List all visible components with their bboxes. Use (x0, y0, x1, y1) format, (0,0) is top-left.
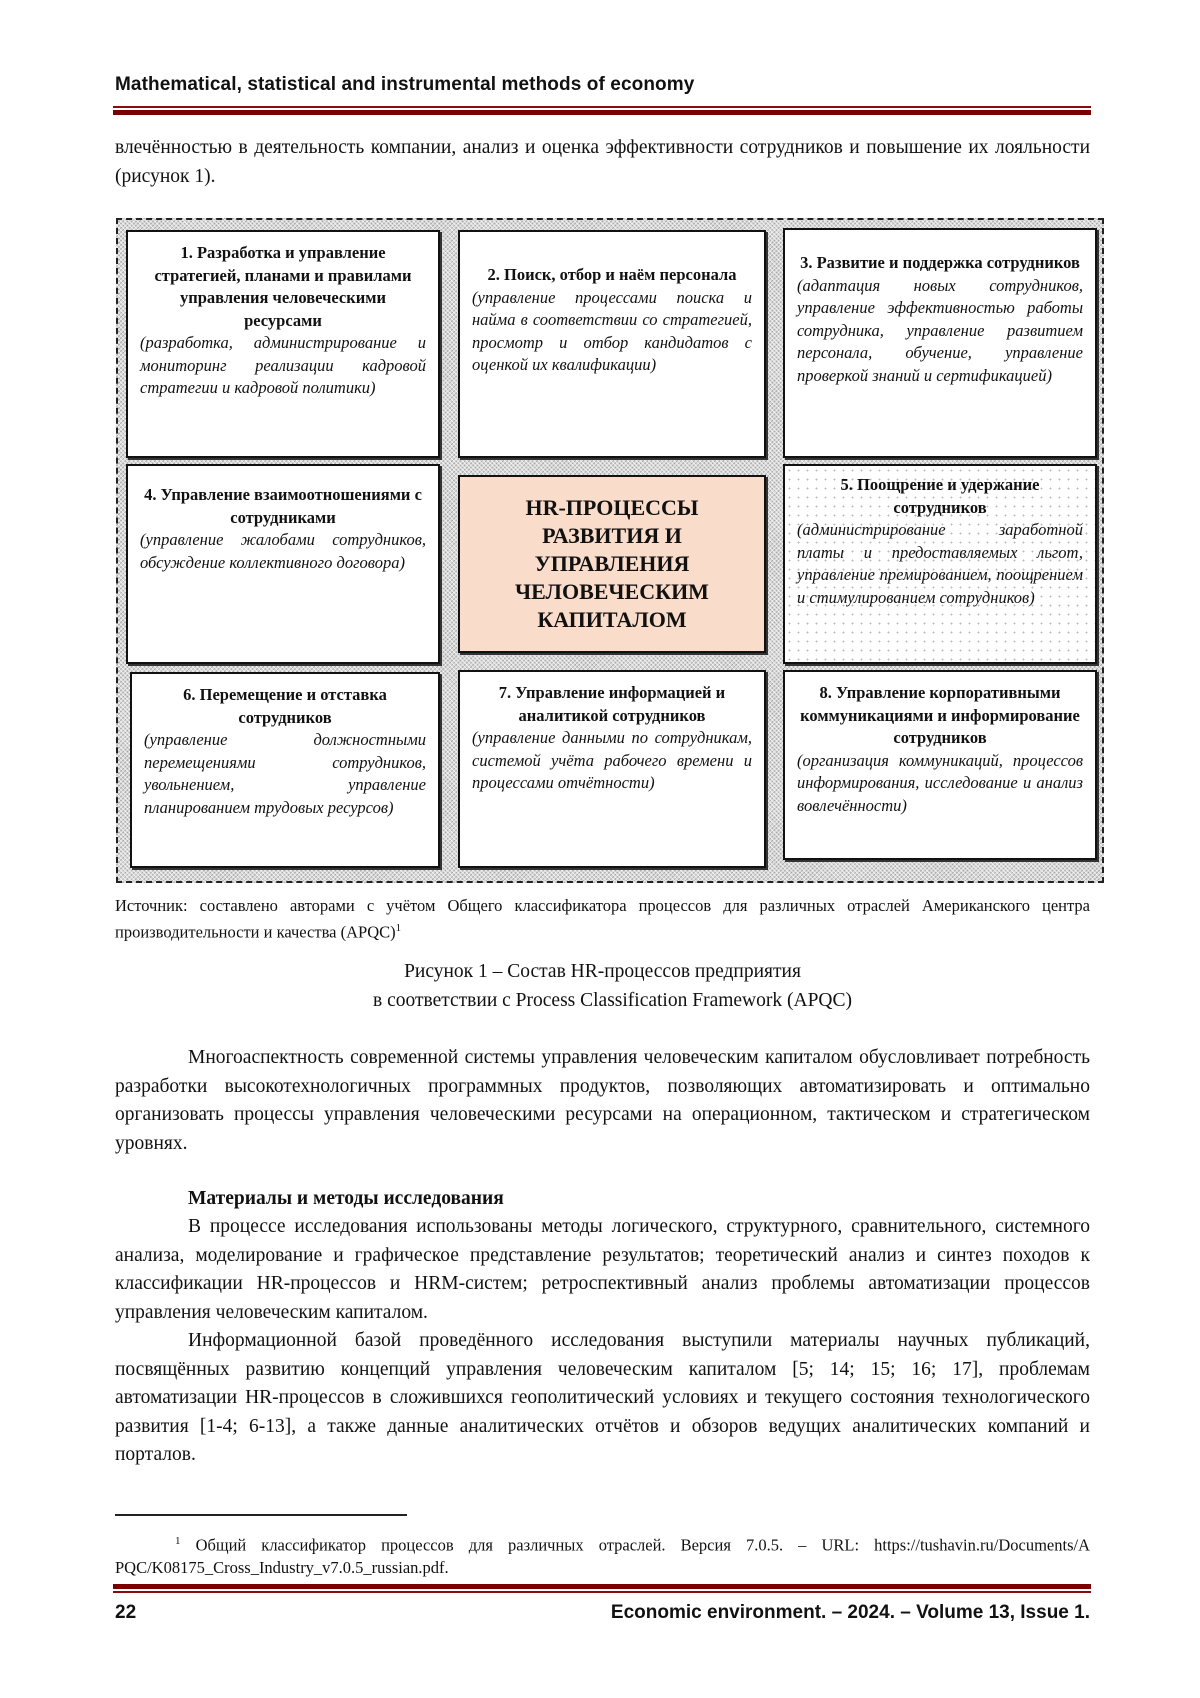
intro-text: влечённостью в деятельность компании, анализ и оценка эффективности сотрудников и повышение их лояльности (рисунок 1). (115, 134, 1090, 191)
box-desc: (организация коммуникаций, процессов информирования, исследование и анализ вовлечённости) (797, 750, 1083, 818)
journal-info: Economic environment. – 2024. – Volume 13, Issue 1. (611, 1602, 1090, 1624)
paragraph: Информационной базой проведённого исследования выступили материалы научных публикаций, посвящённых развитию концепций управления человеческим капиталом [5; 14; 15; 16; 17], проблемам автоматизации HR-процессов в сложившихся геополитический условиях и текущего состояния технологического развития [1-4; 6-13], а также данные аналитических отчётов и обзоров ведущих аналитических компаний и порталов. (115, 1327, 1090, 1470)
caption-line-1: Рисунок 1 – Состав HR-процессов предприятия (115, 958, 1090, 987)
process-box-1 (126, 230, 440, 458)
box-title: 2. Поиск, отбор и наём персонала (472, 264, 752, 287)
box-title: 1. Разработка и управление стратегией, планами и правилами управления человеческими ресурсами (140, 242, 426, 332)
box-title: 3. Развитие и поддержка сотрудников (797, 252, 1083, 275)
box-desc: (управление процессами поиска и найма в соответствии со стратегией, просмотр и отбор кандидатов с оценкой их квалификации) (472, 287, 752, 377)
box-desc: (управление данными по сотрудникам, системой учёта рабочего времени и процессами отчётности) (472, 727, 752, 795)
box-title: 5. Поощрение и удержание сотрудников (797, 474, 1083, 519)
box-title: 6. Перемещение и отставка сотрудников (144, 684, 426, 729)
center-title: HR-ПРОЦЕССЫ РАЗВИТИЯ И УПРАВЛЕНИЯ ЧЕЛОВЕЧЕСКИМ КАПИТАЛОМ (472, 494, 752, 634)
process-box-7 (458, 670, 766, 868)
footnote-mark: 1 (396, 922, 402, 934)
box-desc: (администрирование заработной платы и предоставляемых льгот, управление премированием, поощрением и стимулированием сотрудников) (797, 519, 1083, 609)
caption-line-2: в соответствии с Process Classification Framework (APQC) (115, 987, 1090, 1016)
process-box-4 (126, 464, 440, 664)
box-title: 8. Управление корпоративными коммуникациями и информирование сотрудников (797, 682, 1083, 750)
box-desc: (адаптация новых сотрудников, управление эффективностью работы сотрудника, управление развитием персонала, обучение, управление проверкой знаний и сертификацией) (797, 275, 1083, 388)
box-desc: (разработка, администрирование и мониторинг реализации кадровой стратегии и кадровой политики) (140, 332, 426, 400)
process-box-6 (130, 672, 440, 868)
figure-caption (115, 958, 1090, 1015)
footnote-text: Общий классификатор процессов для различных отраслей. Версия 7.0.5. – URL: https://tushavin.ru/Documents/A PQC/K08175_Cross_Industry_v7.0.5_russian.pdf. (115, 1536, 1090, 1578)
center-box (458, 475, 766, 653)
footnote-number: 1 (175, 1535, 181, 1547)
figure-source (115, 895, 1090, 944)
process-box-3 (783, 228, 1097, 458)
box-title: 7. Управление информацией и аналитикой сотрудников (472, 682, 752, 727)
box-desc: (управление жалобами сотрудников, обсуждение коллективного договора) (140, 529, 426, 574)
paragraph: Многоаспектность современной системы управления человеческим капиталом обусловливает потребность разработки высокотехнологичных программных продуктов, позволяющих автоматизировать и оптимально организовать процессы управления человеческими ресурсами на операционном, тактическом и стратегическом уровнях. (115, 1044, 1090, 1158)
hr-processes-diagram (116, 218, 1104, 883)
page-number: 22 (115, 1602, 136, 1624)
box-title: 4. Управление взаимоотношениями с сотрудниками (140, 484, 426, 529)
process-box-5 (783, 464, 1097, 664)
source-text: Источник: составлено авторами с учётом Общего классификатора процессов для различных отраслей Американского центра производительности и качества (APQC) (115, 896, 1090, 942)
process-box-2 (458, 230, 766, 458)
section-heading: Материалы и методы исследования (115, 1185, 1090, 1214)
footer-rule (113, 1584, 1091, 1593)
footnote-divider (115, 1514, 407, 1516)
box-desc: (управление должностными перемещениями сотрудников, увольнением, управление планированием трудовых ресурсов) (144, 729, 426, 819)
header-rule (113, 106, 1091, 115)
process-box-8 (783, 670, 1097, 860)
footnote (115, 1530, 1090, 1580)
running-header: Mathematical, statistical and instrumental methods of economy (115, 74, 694, 96)
paragraph: В процессе исследования использованы методы логического, структурного, сравнительного, системного анализа, моделирование и графическое представление результатов; теоретический анализ и синтез походов к классификации HR-процессов и HRM-систем; ретроспективный анализ проблемы автоматизации процессов управления человеческим капиталом. (115, 1213, 1090, 1327)
